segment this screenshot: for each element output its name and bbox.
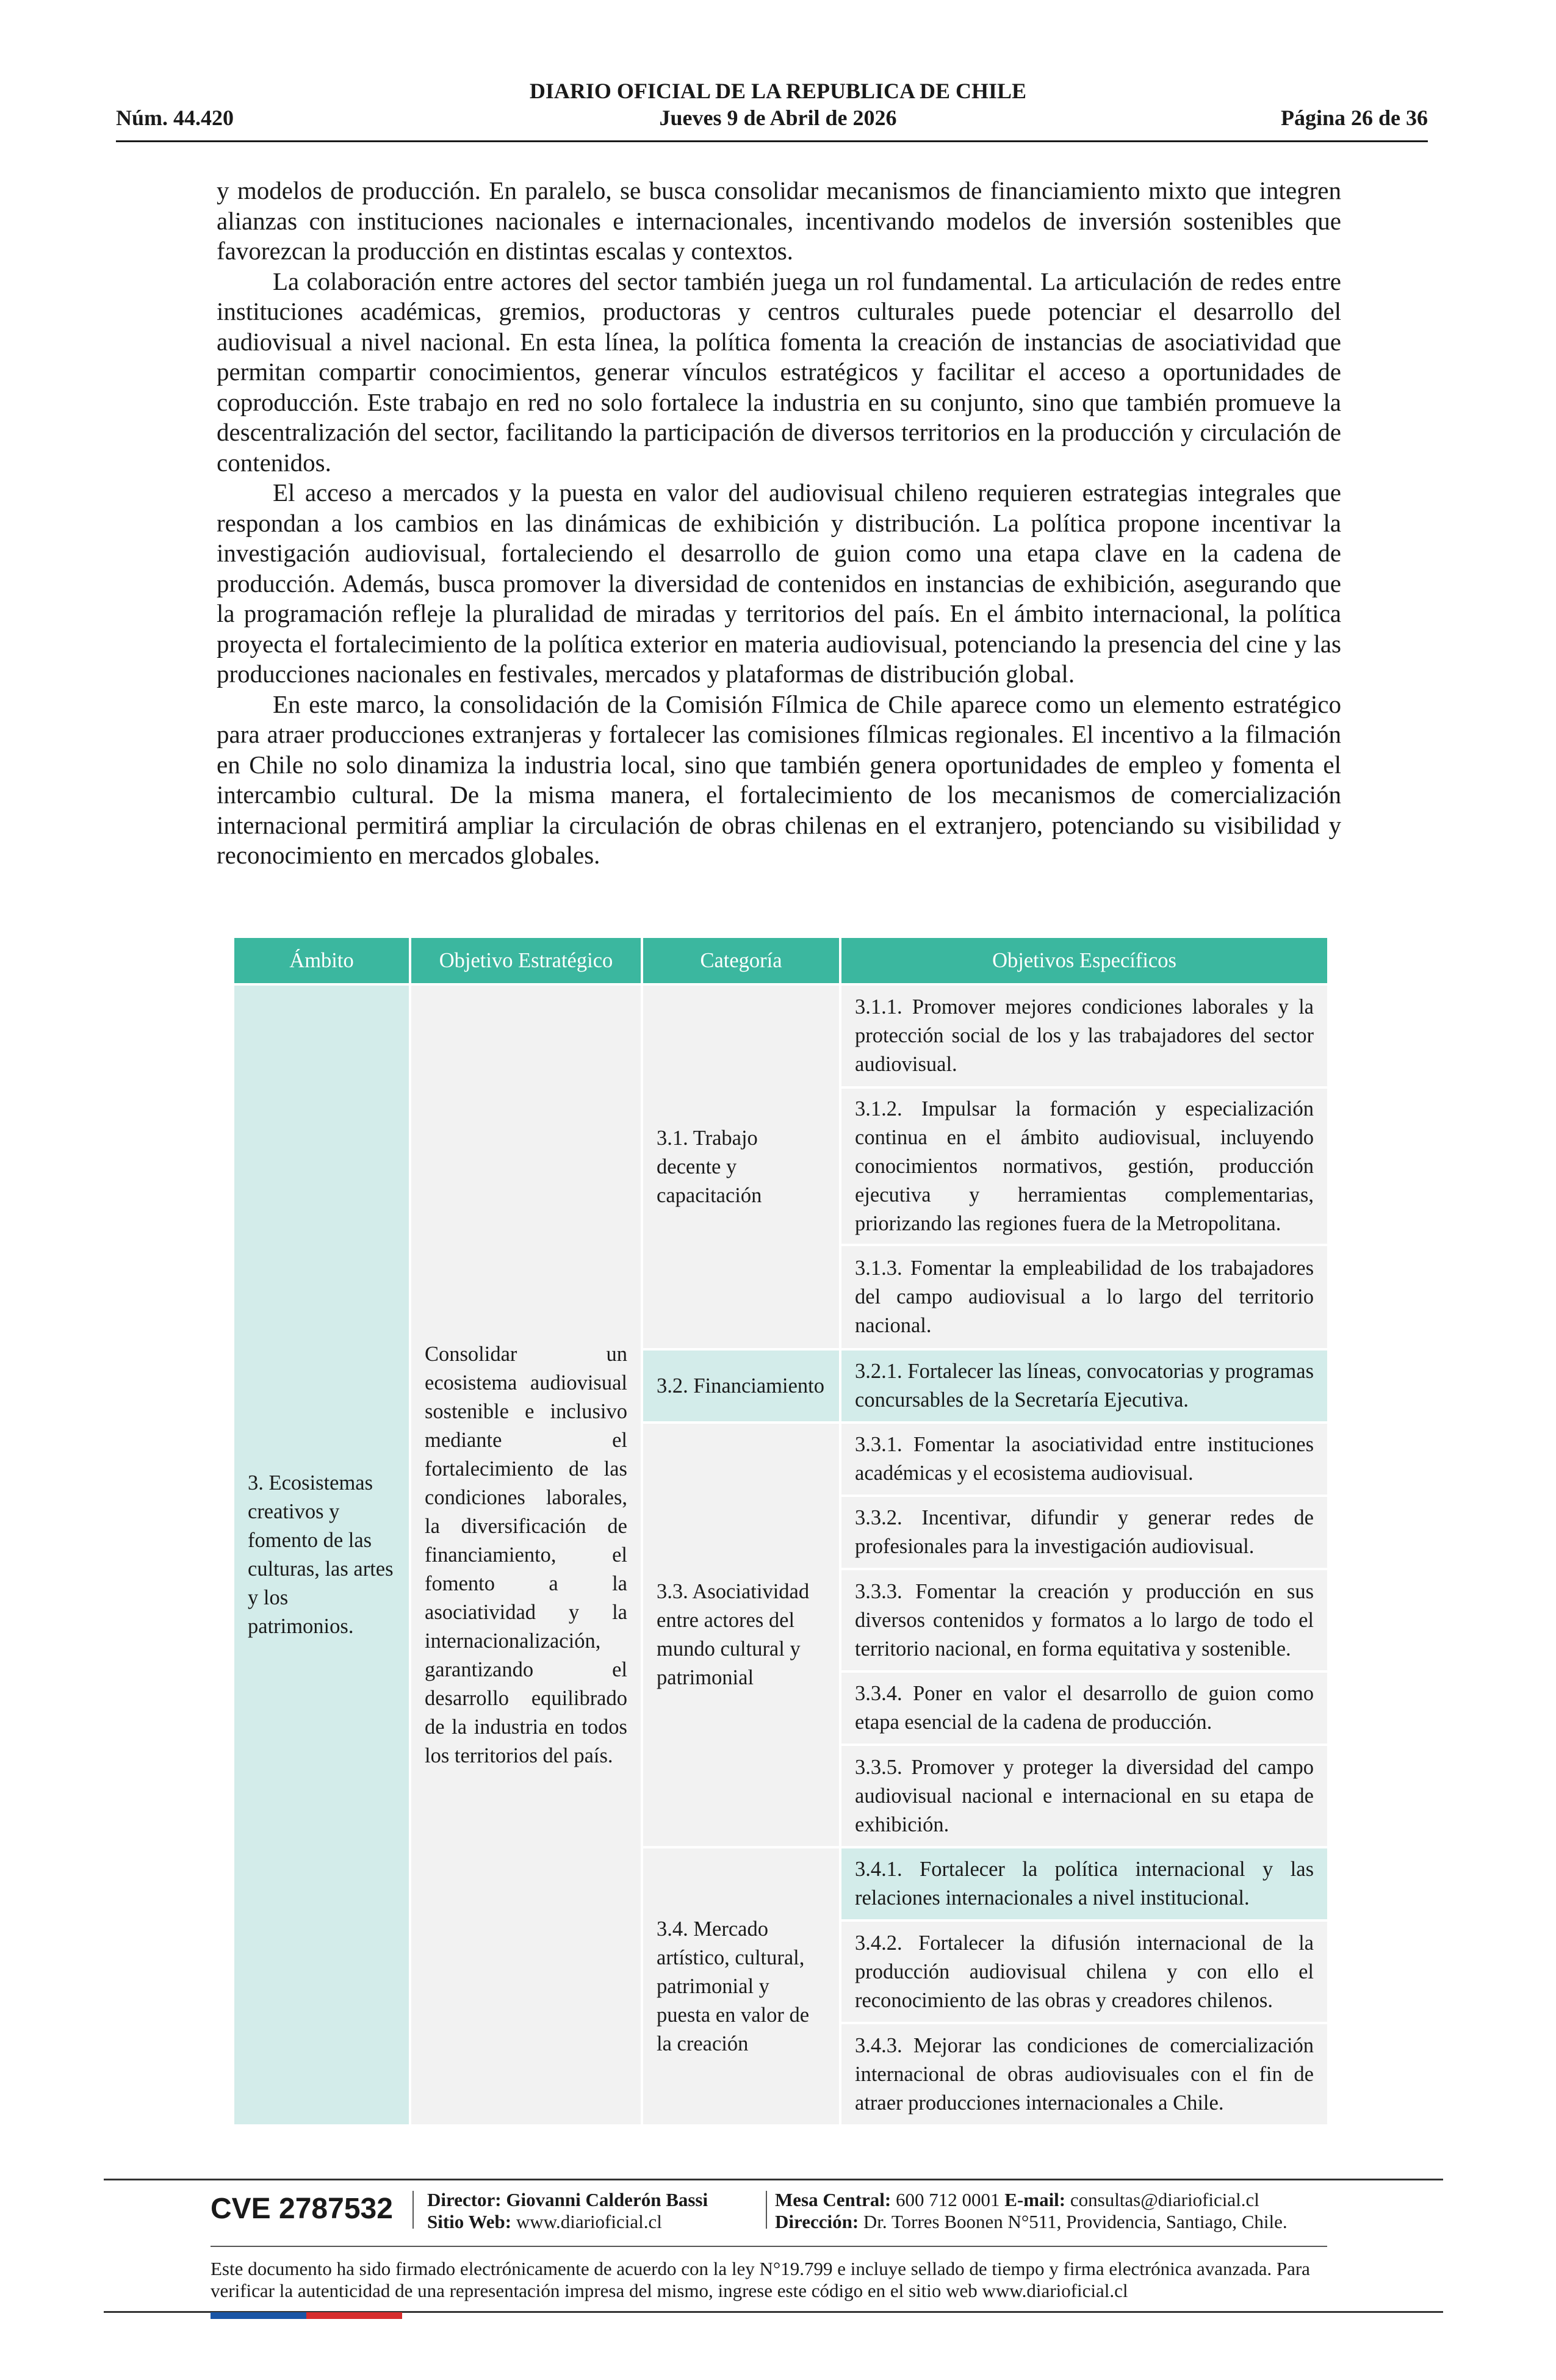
issue-number: Núm. 44.420 bbox=[116, 106, 234, 130]
objetivo-especifico-cell: 3.1.3. Fomentar la empleabilidad de los trabajadores del campo audiovisual a lo largo del territorio nacional. bbox=[840, 1245, 1328, 1349]
cve-code: CVE 2787532 bbox=[211, 2193, 393, 2225]
categoria-cell: 3.4. Mercado artístico, cultural, patrimonial y puesta en valor de la creación bbox=[642, 1847, 840, 2126]
ambito-cell: 3. Ecosistemas creativos y fomento de las culturas, las artes y los patrimonios. bbox=[233, 984, 410, 2126]
mesa-phone: 600 712 0001 bbox=[896, 2189, 1000, 2210]
paragraph: En este marco, la consolidación de la Comisión Fílmica de Chile aparece como un elemento estratégico para atraer producciones extranjeras y fortalecer las comisiones fílmicas regionales. El incentivo a la filmación en Chile no solo dinamiza la industria local, sino que también genera oportunidades de empleo y fomenta el intercambio cultural. De la misma manera, el fortalecimiento de los mecanismos de comercialización internacional permitirá ampliar la circulación de obras chilenas en el extranjero, potenciando su visibilidad y reconocimiento en mercados globales. bbox=[217, 690, 1341, 869]
director-info bbox=[427, 2189, 708, 2211]
address-label: Dirección: bbox=[775, 2211, 859, 2232]
address-info bbox=[775, 2211, 1288, 2233]
flag-stripe-blue bbox=[211, 2312, 306, 2319]
page-number: Página 26 de 36 bbox=[1280, 106, 1428, 130]
header-categoria: Categoría bbox=[642, 937, 840, 984]
header-ambito: Ámbito bbox=[233, 937, 410, 984]
paragraph: La colaboración entre actores del sector también juega un rol fundamental. La articulación de redes entre instituciones académicas, gremios, productoras y centros culturales puede potenciar el desarrollo del audiovisual a nivel nacional. En esta línea, la política fomenta la creación de instancias de asociatividad que permitan compartir conocimientos, generar vínculos estratégicos y facilitar el acceso a oportunidades de coproducción. Este trabajo en red no solo fortalece la industria en su conjunto, sino que también promueve la descentralización del sector, facilitando la participación de diversos territorios en la producción y circulación de contenidos. bbox=[217, 267, 1341, 477]
website-link[interactable]: www.diarioficial.cl bbox=[516, 2211, 662, 2232]
objetivo-especifico-cell: 3.3.1. Fomentar la asociatividad entre instituciones académicas y el ecosistema audiovisual. bbox=[840, 1423, 1328, 1496]
header-objetivo-estrategico: Objetivo Estratégico bbox=[410, 937, 642, 984]
issue-date: Jueves 9 de Abril de 2026 bbox=[659, 106, 897, 130]
header-divider bbox=[116, 140, 1428, 142]
paragraph: El acceso a mercados y la puesta en valor del audiovisual chileno requieren estrategias integrales que respondan a los cambios en las dinámicas de exhibición y distribución. La política propone incentivar la investigación audiovisual, fortaleciendo el desarrollo de guion como una etapa clave en la cadena de producción. Además, busca promover la diversidad de contenidos en instancias de exhibición, asegurando que la programación refleje la pluralidad de miradas y territorios del país. En el ámbito internacional, la política proyecta el fortalecimiento de la política exterior en materia audiovisual, potenciando la presencia del cine y las producciones nacionales en festivales, mercados y plataformas de distribución global. bbox=[217, 478, 1341, 688]
table-row bbox=[233, 984, 1328, 1087]
mesa-label: Mesa Central: bbox=[775, 2189, 891, 2210]
objetivo-especifico-cell: 3.1.1. Promover mejores condiciones laborales y la protección social de los y las trabajadores del sector audiovisual. bbox=[840, 984, 1328, 1087]
objetivo-especifico-cell: 3.2.1. Fortalecer las líneas, convocatorias y programas concursables de la Secretaría Ejecutiva. bbox=[840, 1349, 1328, 1423]
header-objetivos-especificos: Objetivos Específicos bbox=[840, 937, 1328, 984]
footer-separator bbox=[412, 2191, 414, 2229]
email-link[interactable]: consultas@diarioficial.cl bbox=[1070, 2189, 1259, 2210]
footer-divider bbox=[211, 2246, 1327, 2247]
flag-stripe-red bbox=[306, 2312, 402, 2319]
objetivo-especifico-cell: 3.1.2. Impulsar la formación y especialización continua en el ámbito audiovisual, incluyendo conocimientos normativos, gestión, producción ejecutiva y herramientas complementarias, priorizando las regiones fuera de la Metropolitana. bbox=[840, 1087, 1328, 1245]
email-label: E-mail: bbox=[1004, 2189, 1066, 2210]
objetivo-especifico-cell: 3.3.2. Incentivar, difundir y generar redes de profesionales para la investigación audiovisual. bbox=[840, 1496, 1328, 1569]
director-label: Director: bbox=[427, 2189, 502, 2210]
newspaper-title: DIARIO OFICIAL DE LA REPUBLICA DE CHILE bbox=[529, 79, 1027, 103]
website-label: Sitio Web: bbox=[427, 2211, 512, 2232]
objetivo-especifico-cell: 3.3.5. Promover y proteger la diversidad del campo audiovisual nacional e internacional en su etapa de exhibición. bbox=[840, 1745, 1328, 1847]
address-text: Dr. Torres Boonen N°511, Providencia, Santiago, Chile. bbox=[863, 2211, 1288, 2232]
footer-divider bbox=[104, 2179, 1443, 2180]
legal-notice: Este documento ha sido firmado electrónicamente de acuerdo con la ley N°19.799 e incluye sellado de tiempo y firma electrónica avanzada. Para verificar la autenticidad de una representación impresa del mismo, ingrese este código en el sitio web www.diarioficial.cl bbox=[211, 2258, 1310, 2301]
footer-separator bbox=[766, 2191, 767, 2229]
objetivo-especifico-cell: 3.3.4. Poner en valor el desarrollo de guion como etapa esencial de la cadena de producción. bbox=[840, 1671, 1328, 1745]
director-name: Giovanni Calderón Bassi bbox=[506, 2189, 708, 2210]
contact-info bbox=[775, 2189, 1259, 2211]
categoria-cell: 3.2. Financiamiento bbox=[642, 1349, 840, 1423]
objetivo-especifico-cell: 3.4.2. Fortalecer la difusión internacional de la producción audiovisual chilena y con ello el reconocimiento de las obras y creadores chilenos. bbox=[840, 1920, 1328, 2023]
body-text bbox=[217, 176, 1341, 871]
objetivo-estrategico-cell: Consolidar un ecosistema audiovisual sostenible e inclusivo mediante el fortalecimiento de las condiciones laborales, la diversificación de financiamiento, el fomento a la asociatividad y la internacionalización, garantizando el desarrollo equilibrado de la industria en todos los territorios del país. bbox=[410, 984, 642, 2126]
table-header-row bbox=[233, 937, 1328, 984]
categoria-cell: 3.1. Trabajo decente y capacitación bbox=[642, 984, 840, 1349]
paragraph: y modelos de producción. En paralelo, se busca consolidar mecanismos de financiamiento mixto que integren alianzas con instituciones nacionales e internacionales, incentivando modelos de inversión sostenibles que favorezcan la producción en distintas escalas y contextos. bbox=[217, 176, 1341, 265]
objetivo-especifico-cell: 3.4.3. Mejorar las condiciones de comercialización internacional de obras audiovisuales con el fin de atraer producciones internacionales a Chile. bbox=[840, 2023, 1328, 2126]
categoria-cell: 3.3. Asociatividad entre actores del mundo cultural y patrimonial bbox=[642, 1423, 840, 1847]
objetivo-especifico-cell: 3.4.1. Fortalecer la política internacional y las relaciones internacionales a nivel institucional. bbox=[840, 1847, 1328, 1920]
objectives-table bbox=[232, 936, 1330, 2127]
objetivo-especifico-cell: 3.3.3. Fomentar la creación y producción en sus diversos contenidos y formatos a lo largo de todo el territorio nacional, en forma equitativa y sostenible. bbox=[840, 1569, 1328, 1671]
website-info bbox=[427, 2211, 662, 2233]
